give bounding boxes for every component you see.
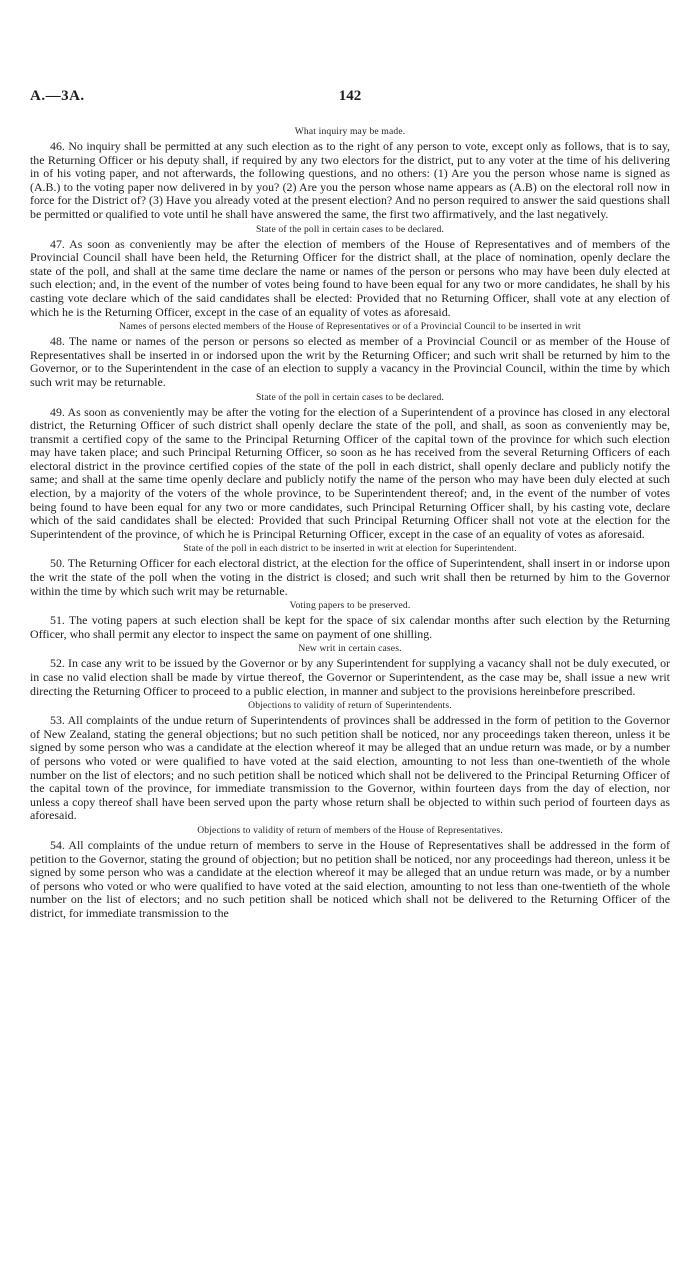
section-48: 48. The name or names of the person or persons so elected as member of a Provincial Council or as member of the House of Representatives shall be inserted in or indorsed upon the writ by the Returning Officer; and such writ shall be returned by him to the Governor, or to the Superintendent in the case of an election to supply a vacancy in the Provincial Council, within the time by which such writ may be returnable. [30,334,670,389]
side-note: Names of persons elected members of the House of Representatives or of a Provincial Council to be inserted in writ [119,321,581,333]
section-51: 51. The voting papers at such election shall be kept for the space of six calendar months after such election by the Returning Officer, who shall permit any elector to inspect the same on payment of one shilling. [30,613,670,641]
side-note: Voting papers to be preserved. [289,600,411,612]
side-note: State of the poll in each district to be inserted in writ at election for Superintendent. [183,543,517,555]
section-46: 46. No inquiry shall be permitted at any such election as to the right of any person to vote, except only as follows, that is to say, the Returning Officer or his deputy shall, if required by any two electors for the district, put to any voter at the time of his delivering in of his voting paper, and not afterwards, the following questions, and no others: (1) Are you the person whose name is signed as (A.B.) to the voting paper now delivered in by you? (2) Are you the person whose name appears as (A.B) on the electoral roll now in force for the District of? (3) Have you already voted at the present election? And no person required to answer the said questions shall be permitted or qualified to vote until he shall have answered the same, the first two affirmatively, and the last negatively. [30,139,670,221]
side-note: Objections to validity of return of members of the House of Representatives. [197,824,503,836]
section-49: 49. As soon as conveniently may be after the voting for the election of a Superintendent of a province has closed in any electoral district, the Returning Officer of such district shall openly declare the state of the poll, and shall, as soon as conveniently may be, transmit a certified copy of the same to the Principal Returning Officer of the capital town of the province for which such election may have taken place; and such Principal Returning Officer, so soon as he has received from the several Returning Officers of each electoral district in the province certified copies of the state of the poll in each district, shall openly declare and publicly notify the same; and shall at the same time openly declare and publicly notify the name of the person who may have been duly elected at such election, by a majority of the voters of the whole province, to be Superintendent thereof; and, in the event of the number of votes being found to have been equal for any two or more candidates, such Principal Returning Officer shall, by his casting vote, declare which of the said candidates shall be elected: Provided that such Principal Returning Officer shall not vote at the election for the Superintendent of the province, of which he is Principal Returning Officer, except in the case of an equality of votes as aforesaid. [30,404,670,541]
document-body [30,125,670,922]
side-note: Objections to validity of return of Superintendents. [248,700,452,712]
section-54: 54. All complaints of the undue return of members to serve in the House of Representatives shall be addressed in the form of petition to the Governor, stating the ground of objection; but no petition shall be noticed, nor any proceedings had thereon, unless it be signed by some person who was a candidate at the election whereof it may be alleged that an undue return was made, or by a number of persons who voted or who were qualified to have voted at the said election, amounting to not less than one-twentieth of the whole number on the list of electors; and no such petition shall be noticed which shall not be delivered to the Returning Officer of the district, for immediate transmission to the [30,837,670,920]
side-note: New writ in certain cases. [298,643,402,655]
page-number: 142 [338,88,362,104]
section-50: 50. The Returning Officer for each electoral district, at the election for the office of Superintendent, shall insert in or indorse upon the writ the state of the poll when the voting in the district is closed; and such writ shall then be returned by him to the Governor within the time by which such writ may be returnable. [30,556,670,598]
side-note: What inquiry may be made. [294,126,406,137]
document-reference: A.—3A. [30,88,85,104]
section-53: 53. All complaints of the undue return of Superintendents of provinces shall be addressed in the form of petition to the Governor of New Zealand, stating the general objections; but no such petition shall be noticed, nor any proceedings taken thereon, unless it be signed by some person who was a candidate at the election whereof it may be alleged that an undue return was made, or by a number of persons who voted or were qualified to have voted at the said election, amounting to not less than one-twentieth of the whole number on the list of electors; and no such petition shall be noticed which shall not be delivered to the Principal Returning Officer of the capital town of the province, for immediate transmission to the Governor, within fourteen days from the day of election, nor unless a copy thereof shall have been served upon the party whose return shall be objected to within such period of fourteen days as aforesaid. [30,713,670,823]
side-note: State of the poll in certain cases to be declared. [255,223,445,235]
section-52: 52. In case any writ to be issued by the Governor or by any Superintendent for supplying a vacancy shall not be duly executed, or in case no valid election shall be made by virtue thereof, the Governor or Superintendent, as the case may be, shall issue a new writ directing the Returning Officer to proceed to a public election, in manner and subject to the provisions hereinbefore prescribed. [30,656,670,698]
side-note: State of the poll in certain cases to be declared. [255,391,445,403]
page-header [30,88,670,110]
section-47: 47. As soon as conveniently may be after the election of members of the House of Representatives and of members of the Provincial Council shall have been held, the Returning Officer for the district shall, at the place of nomination, openly declare the state of the poll, and shall at the same time declare the name or names of the person or persons who may have been duly elected at such election; and, in the event of the number of votes being found to have been equal for any two or more candidates, he shall by his casting vote declare which of the said candidates shall be elected: Provided that no Returning Officer, shall vote at any election of which he is the Returning Officer, except in the case of an equality of votes as aforesaid. [30,236,670,319]
